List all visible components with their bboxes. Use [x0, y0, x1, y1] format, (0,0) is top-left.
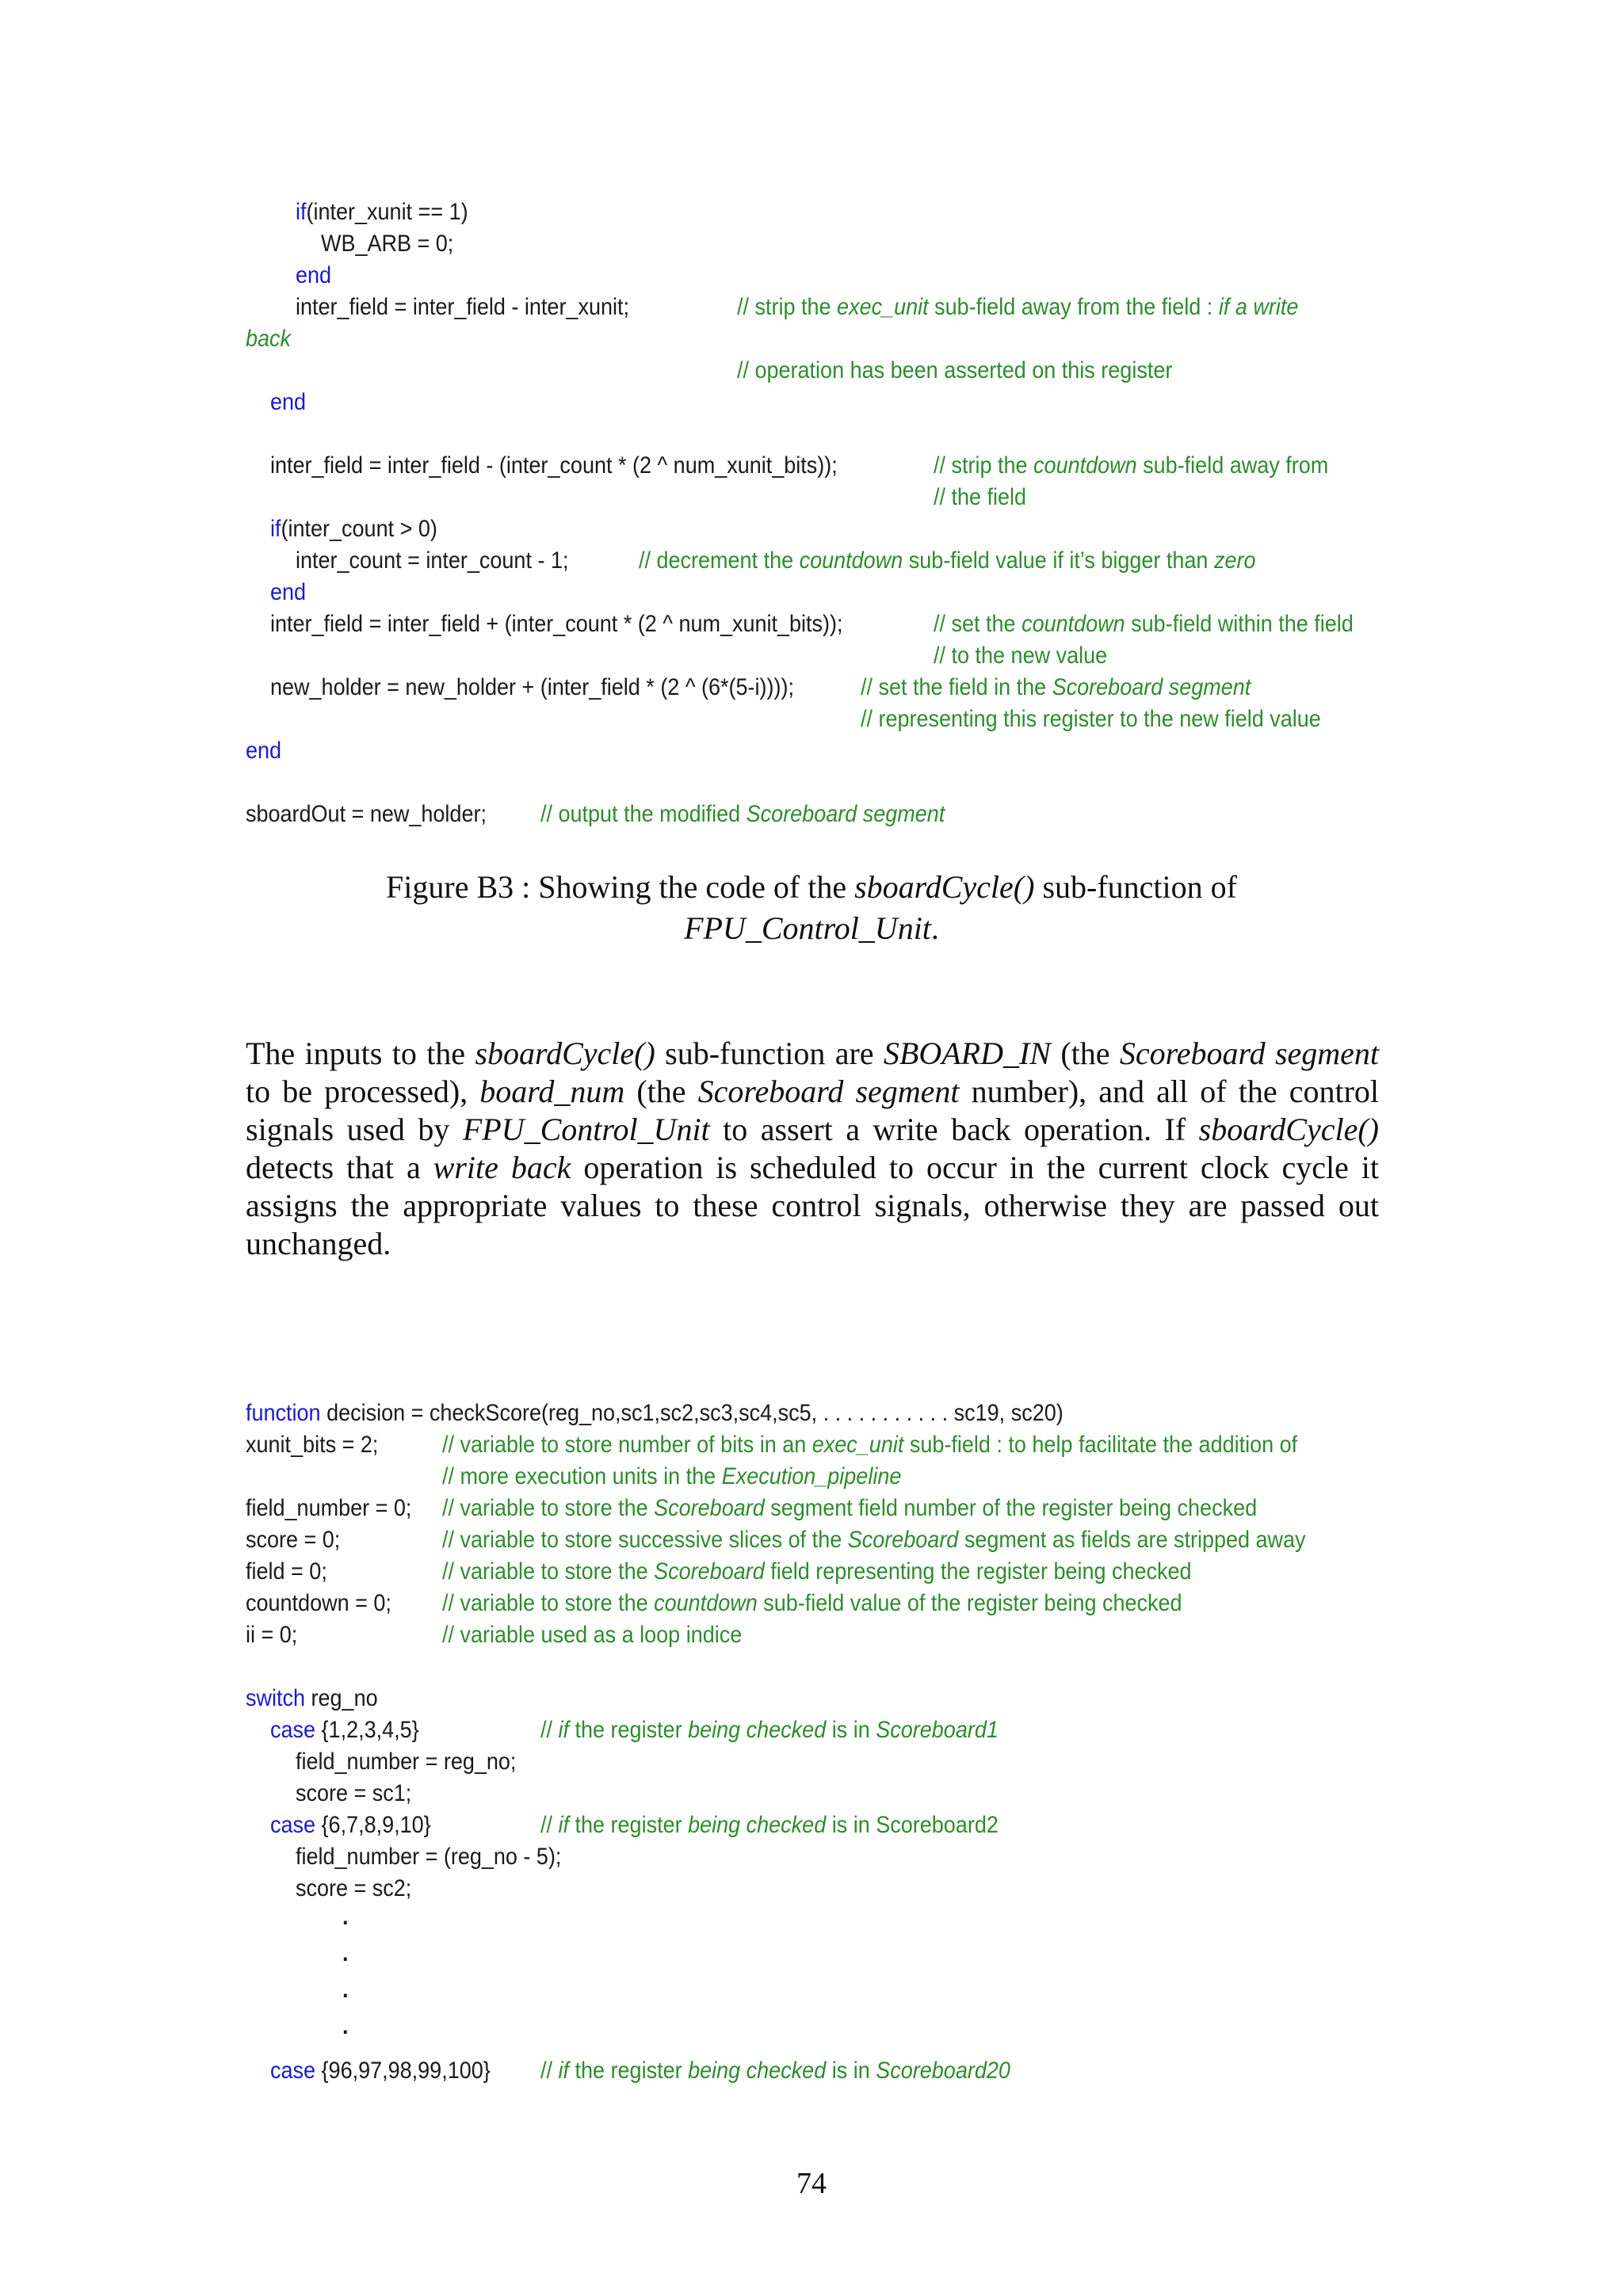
- code-line: field_number = 0;: [246, 1495, 412, 1521]
- code-comment: // set the field in the Scoreboard segment: [861, 674, 1251, 700]
- keyword: case: [270, 1812, 316, 1838]
- code-line: field = 0;: [246, 1558, 327, 1585]
- code-line: countdown = 0;: [246, 1590, 391, 1616]
- code-comment: // if the register being checked is in Scoreboard20: [540, 2058, 1010, 2084]
- code-line: inter_field = inter_field + (inter_count * (2 ^ num_xunit_bits));: [270, 611, 843, 637]
- code-line: if(inter_count > 0): [270, 516, 437, 542]
- code-comment: // representing this register to the new field value: [861, 706, 1321, 732]
- ellipsis-dot: .: [342, 2013, 349, 2039]
- keyword: if: [270, 516, 281, 542]
- keyword: end: [270, 389, 307, 415]
- code-line: function decision = checkScore(reg_no,sc1,sc2,sc3,sc4,sc5, . . . . . . . . . . . sc19, sc20): [246, 1400, 1064, 1426]
- keyword: if: [296, 199, 307, 225]
- ellipsis-dot: .: [342, 1940, 349, 1966]
- code-comment: // strip the countdown sub-field away from: [934, 452, 1329, 479]
- keyword: end: [246, 738, 282, 764]
- code-comment: back: [246, 326, 292, 352]
- keyword: switch: [246, 1685, 306, 1711]
- code-comment: // more execution units in the Execution_pipeline: [442, 1463, 902, 1489]
- code-line: xunit_bits = 2;: [246, 1432, 379, 1458]
- ellipsis-dot: .: [342, 1904, 349, 1930]
- code-line: inter_field = inter_field - inter_xunit;: [296, 294, 629, 320]
- code-line: case {6,7,8,9,10}: [270, 1812, 431, 1838]
- code-line: sboardOut = new_holder;: [246, 801, 487, 827]
- ellipsis-dot: .: [342, 1977, 349, 2003]
- code-line: switch reg_no: [246, 1685, 378, 1711]
- caption-line-2: FPU_Control_Unit.: [684, 910, 939, 946]
- code-comment: // if the register being checked is in Scoreboard2: [540, 1812, 999, 1838]
- code-comment: // decrement the countdown sub-field value if it’s bigger than zero: [639, 547, 1256, 574]
- page-number: 74: [796, 2167, 827, 2200]
- code-comment: // set the countdown sub-field within the field: [934, 611, 1354, 637]
- keyword: end: [270, 579, 307, 605]
- code-line: score = 0;: [246, 1527, 341, 1553]
- body-paragraph: The inputs to the sboardCycle() sub-function are SBOARD_IN (the Scoreboard segment to be processed), board_num (the Scoreboard segment number), and all of the control signals used by FPU_Control_Unit to assert a write back operation. If sboardCycle() detects that a write back operation is scheduled to occur in the current clock cycle it assigns the appropriate values to these control signals, otherwise they are passed out unchanged.: [246, 1035, 1380, 1261]
- code-comment: // operation has been asserted on this register: [737, 357, 1173, 383]
- code-line: inter_field = inter_field - (inter_count * (2 ^ num_xunit_bits));: [270, 452, 838, 479]
- code-comment: // variable to store the countdown sub-field value of the register being checked: [442, 1590, 1182, 1616]
- code-line: field_number = (reg_no - 5);: [296, 1844, 562, 1870]
- code-comment: // variable to store the Scoreboard segment field number of the register being checked: [442, 1495, 1258, 1521]
- code-comment: // variable to store the Scoreboard field representing the register being checked: [442, 1558, 1192, 1585]
- code-comment: // the field: [934, 484, 1027, 510]
- code-line: if(inter_xunit == 1): [296, 199, 468, 225]
- code-comment: // variable to store successive slices of the Scoreboard segment as fields are stripped away: [442, 1527, 1306, 1553]
- code-comment: // variable used as a loop indice: [442, 1622, 743, 1648]
- code-line: WB_ARB = 0;: [321, 231, 454, 257]
- code-line: case {1,2,3,4,5}: [270, 1717, 419, 1743]
- code-comment: // strip the exec_unit sub-field away from the field : if a write: [737, 294, 1299, 320]
- code-line: inter_count = inter_count - 1;: [296, 547, 569, 574]
- keyword: function: [246, 1400, 321, 1426]
- keyword: end: [296, 262, 332, 288]
- code-comment: // if the register being checked is in Scoreboard1: [540, 1717, 999, 1743]
- code-comment: // to the new value: [934, 643, 1108, 669]
- code-comment: // output the modified Scoreboard segment: [540, 801, 945, 827]
- code-line: case {96,97,98,99,100}: [270, 2058, 491, 2084]
- code-line: new_holder = new_holder + (inter_field * (2 ^ (6*(5-i))));: [270, 674, 794, 700]
- code-line: field_number = reg_no;: [296, 1749, 517, 1775]
- code-comment: // variable to store number of bits in an exec_unit sub-field : to help facilitate the addition of: [442, 1432, 1298, 1458]
- figure-caption: [0, 867, 1623, 949]
- keyword: case: [270, 1717, 316, 1743]
- keyword: case: [270, 2058, 316, 2084]
- code-line: score = sc1;: [296, 1780, 412, 1806]
- code-line: ii = 0;: [246, 1622, 298, 1648]
- code-line: score = sc2;: [296, 1875, 412, 1901]
- caption-line-1: Figure B3 : Showing the code of the sboardCycle() sub-function of: [386, 869, 1237, 905]
